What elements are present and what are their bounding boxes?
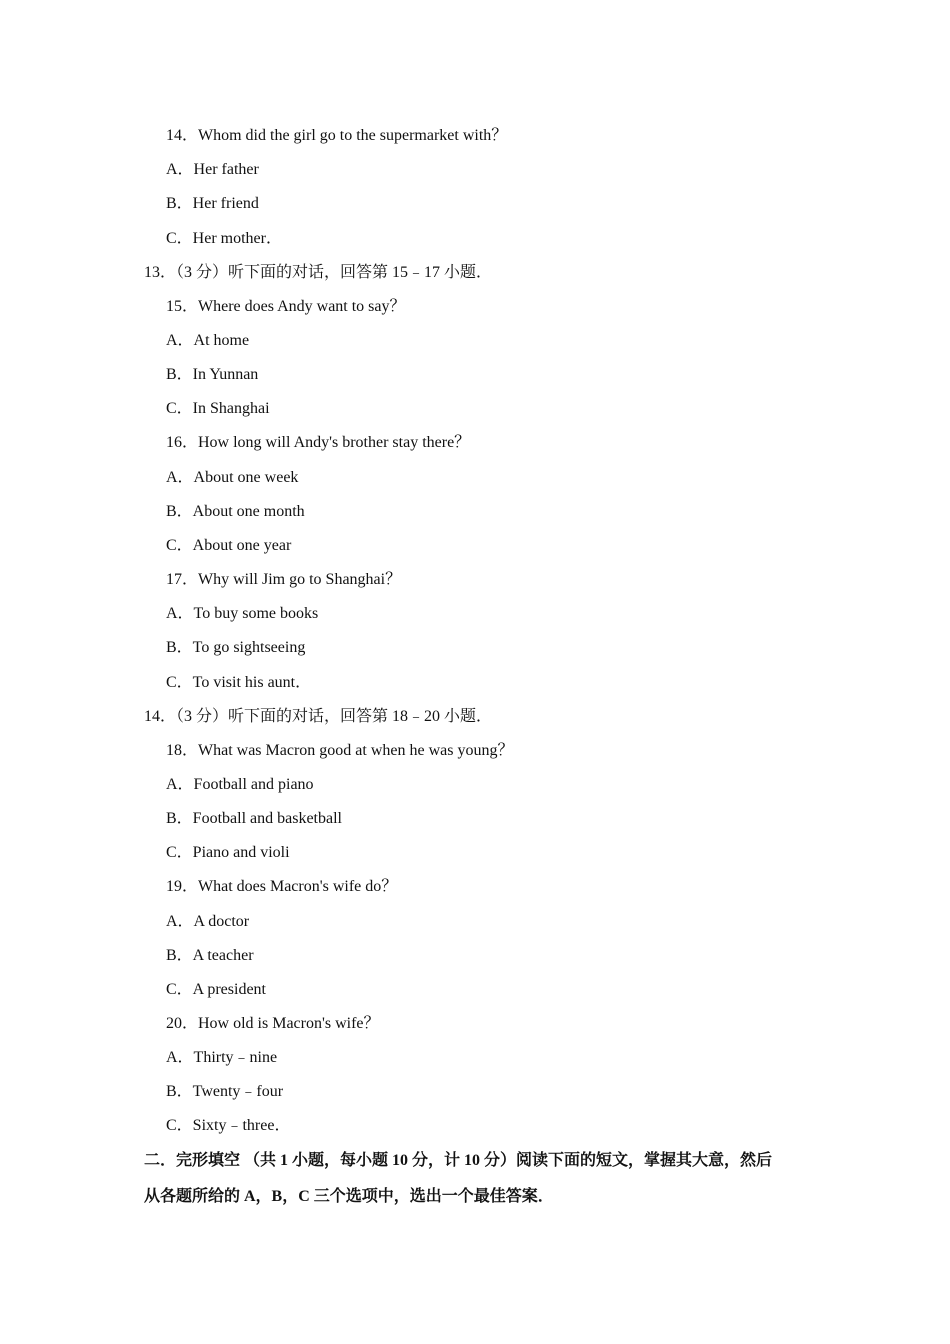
option-a: A．A doctor [166, 913, 250, 930]
option-a: A．Football and piano [166, 776, 314, 793]
question-18: 18．What was Macron good at when he was young？ [166, 742, 514, 759]
option-b: B．About one month [166, 503, 305, 520]
option-c: C．Sixty﹣three． [166, 1117, 291, 1134]
question-17: 17．Why will Jim go to Shanghai？ [166, 571, 402, 588]
option-b: B．Twenty﹣four [166, 1083, 284, 1100]
option-a: A．About one week [166, 469, 299, 486]
option-b: B．Her friend [166, 195, 259, 212]
option-b: B．Football and basketball [166, 810, 342, 827]
option-a: A．At home [166, 332, 250, 349]
option-b: B．In Yunnan [166, 366, 259, 383]
question-20: 20．How old is Macron's wife？ [166, 1015, 380, 1032]
option-c: C．Her mother． [166, 230, 282, 247]
question-14: 14．Whom did the girl go to the supermarket with？ [166, 127, 508, 144]
option-c: C．In Shanghai [166, 400, 270, 417]
option-a: A．Thirty﹣nine [166, 1049, 278, 1066]
part-2-heading: 二．完形填空 （共 1 小题，每小题 10 分，计 10 分）阅读下面的短文，掌握其大意，然后 [144, 1152, 773, 1169]
option-c: C．Piano and violi [166, 844, 290, 861]
option-a: A．To buy some books [166, 605, 319, 622]
part-2-instructions: 从各题所给的 A，B，C 三个选项中，选出一个最佳答案． [144, 1188, 554, 1205]
option-c: C．A president [166, 981, 266, 998]
question-16: 16．How long will Andy's brother stay there？ [166, 434, 471, 451]
section-13-heading: 13．（3 分）听下面的对话，回答第 15﹣17 小题． [144, 264, 493, 281]
section-14-heading: 14．（3 分）听下面的对话，回答第 18﹣20 小题． [144, 708, 493, 725]
question-19: 19．What does Macron's wife do？ [166, 878, 398, 895]
option-c: C．To visit his aunt． [166, 674, 312, 691]
option-a: A．Her father [166, 161, 259, 178]
option-b: B．A teacher [166, 947, 254, 964]
option-b: B．To go sightseeing [166, 639, 306, 656]
question-15: 15．Where does Andy want to say？ [166, 298, 406, 315]
option-c: C．About one year [166, 537, 292, 554]
